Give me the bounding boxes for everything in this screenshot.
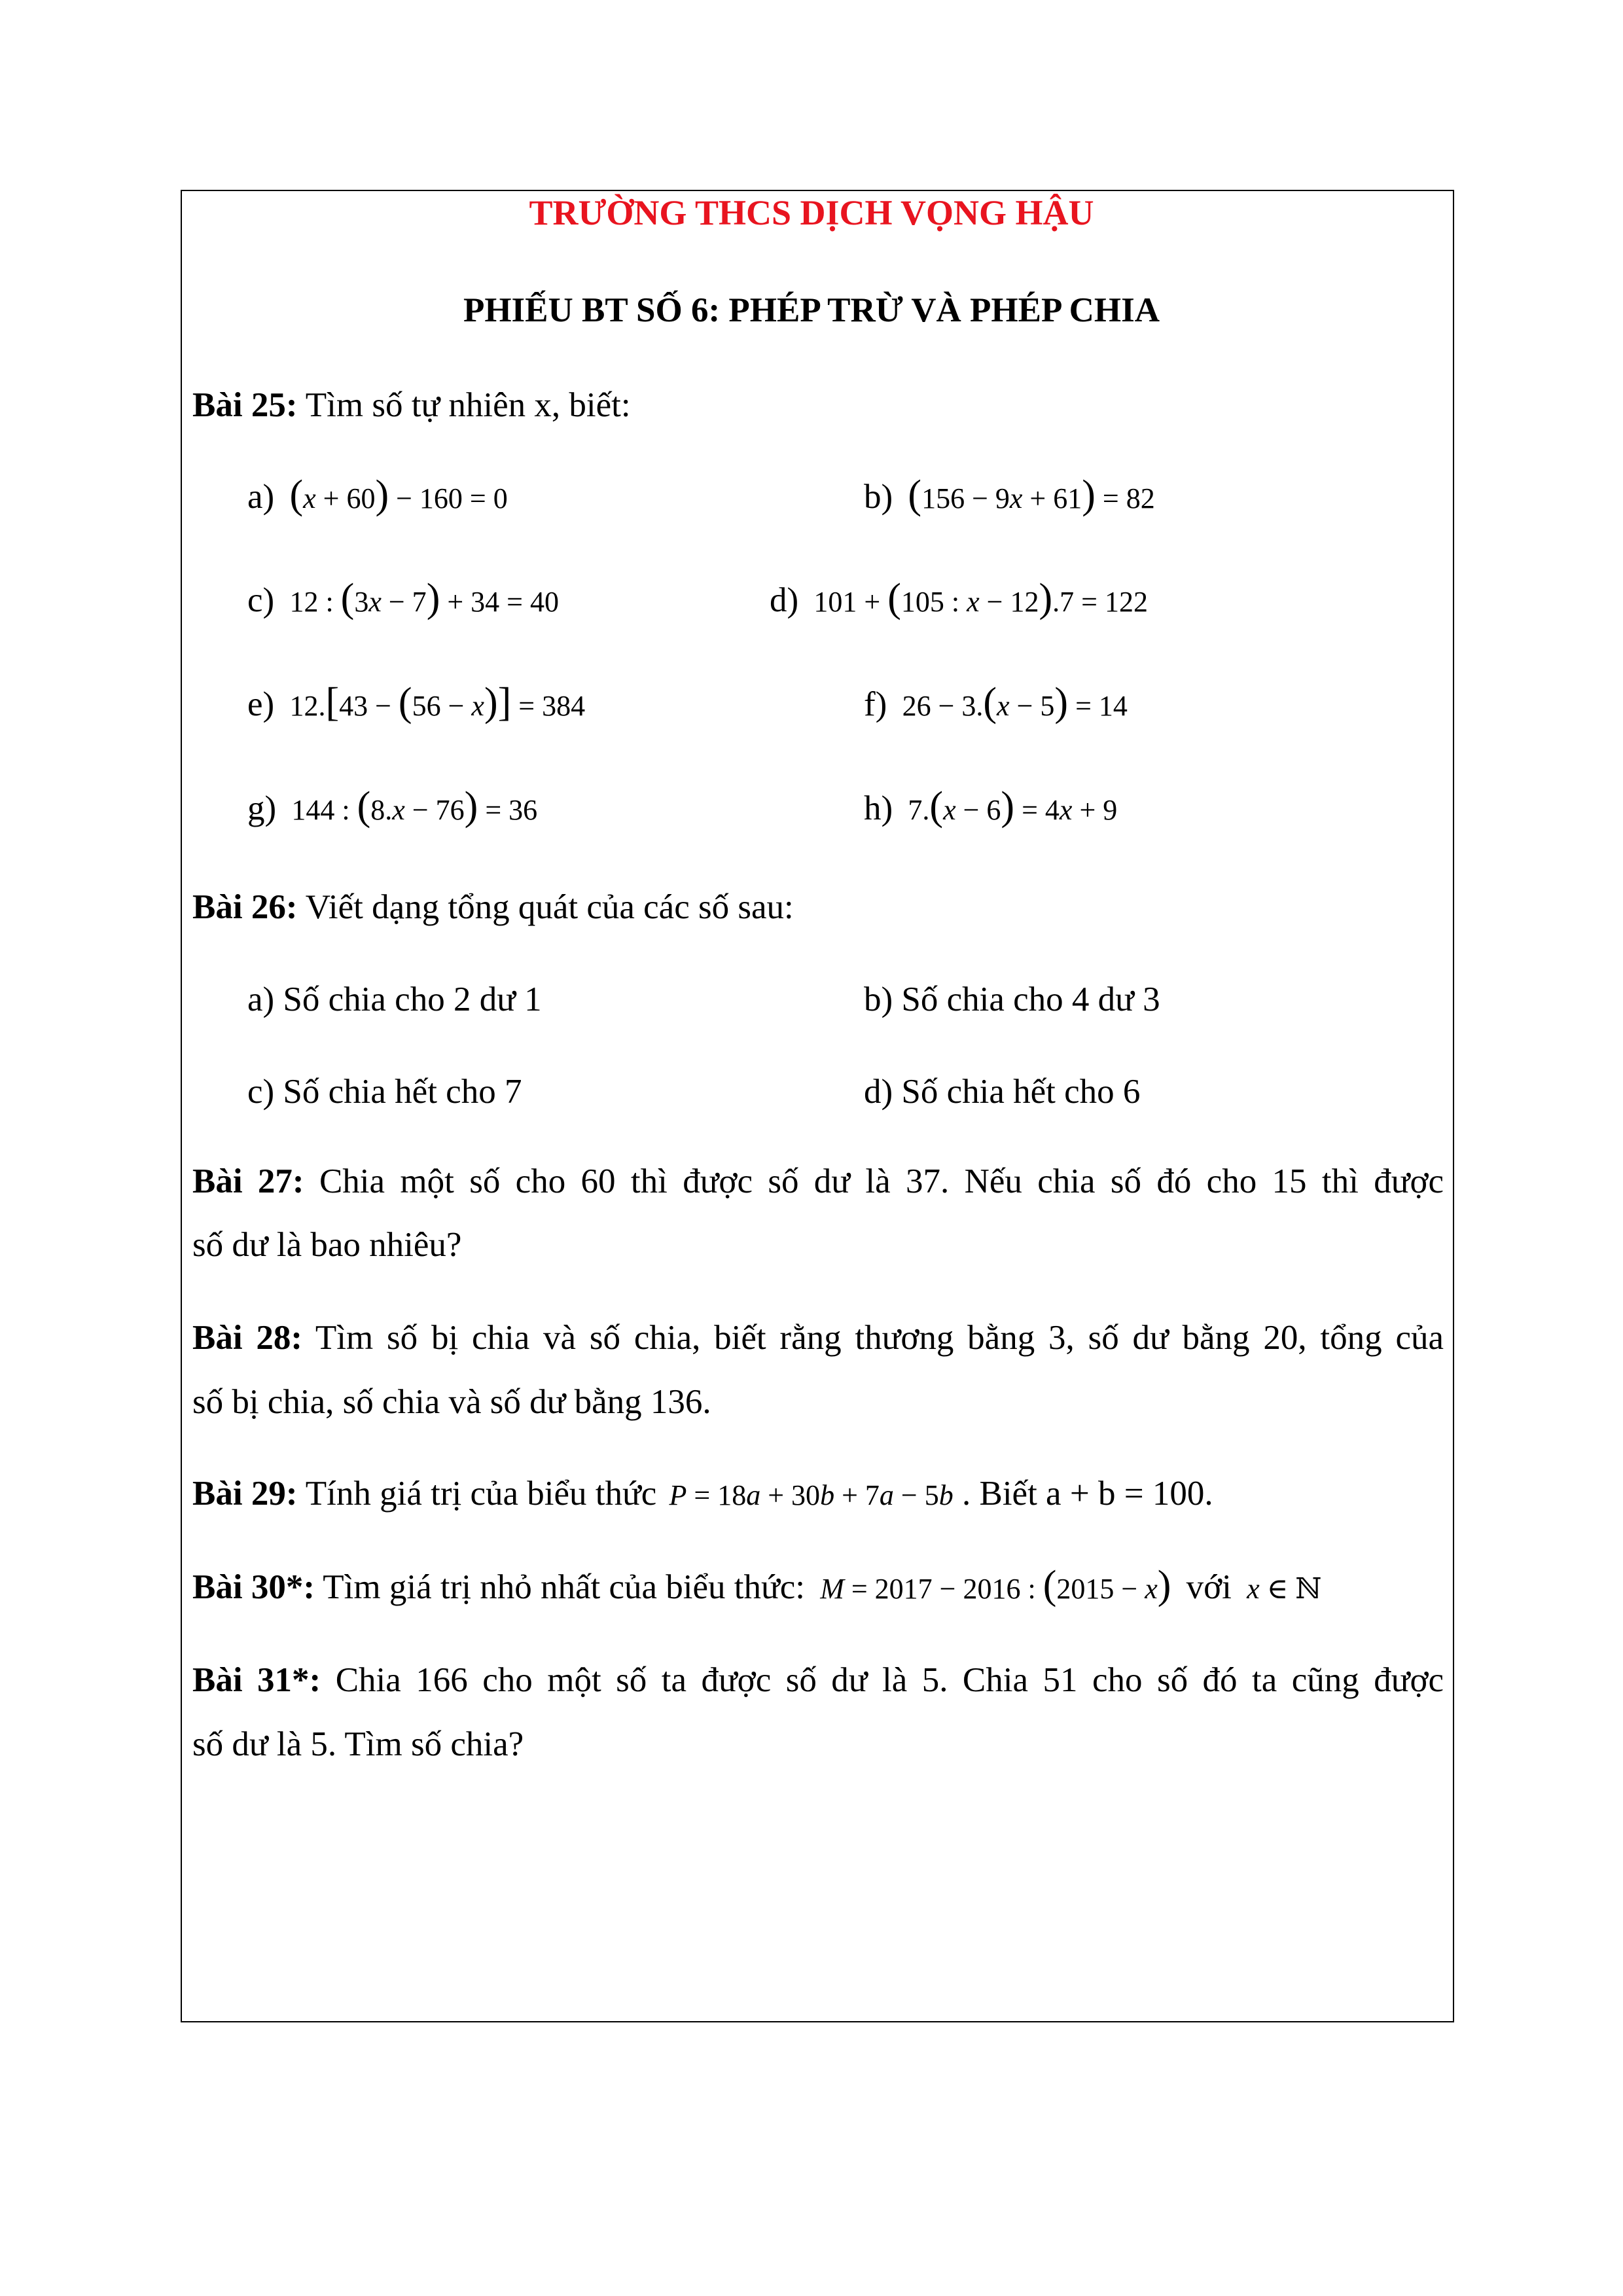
exercise-30-domain: x ∈ ℕ	[1247, 1573, 1322, 1605]
eq-h-label: h)	[864, 789, 893, 827]
exercise-26-heading	[192, 886, 794, 928]
exercise-28-text: Tìm số bị chia và số chia, biết rằng thương bằng 3, số dư bằng 20, tổng của	[315, 1319, 1444, 1357]
eq-d-expression: 101 + (105 : x − 12).7 = 122	[813, 576, 1148, 620]
exercise-26-label: Bài 26:	[192, 888, 298, 926]
exercise-27-label: Bài 27:	[192, 1162, 304, 1200]
eq-g-label: g)	[247, 789, 277, 827]
exercise-26-item-d: d) Số chia hết cho 6	[864, 1073, 1141, 1111]
exercise-30-expression: M = 2017 − 2016 : (2015 − x)	[820, 1563, 1171, 1607]
exercise-27-line2: số dư là bao nhiêu?	[192, 1226, 462, 1264]
eq-e	[247, 681, 585, 727]
exercise-28-line1	[192, 1317, 1444, 1359]
exercise-29-tail: . Biết a + b = 100.	[961, 1475, 1213, 1513]
exercise-30	[192, 1564, 1321, 1610]
school-name: TRƯỜNG THCS DỊCH VỌNG HẬU	[529, 193, 1094, 232]
exercise-25-heading	[192, 384, 631, 426]
exercise-29-text: Tính giá trị của biểu thức	[305, 1475, 657, 1513]
eq-c-expression: 12 : (3x − 7) + 34 = 40	[289, 576, 559, 620]
exercise-26-item-b: b) Số chia cho 4 dư 3	[864, 980, 1160, 1018]
eq-h-expression: 7.(x − 6) = 4x + 9	[908, 784, 1118, 829]
eq-e-expression: 12.[43 − (56 − x)] = 384	[289, 680, 586, 725]
eq-b-expression: (156 − 9x + 61) = 82	[908, 473, 1155, 517]
exercise-30-text: Tìm giá trị nhỏ nhất của biểu thức:	[323, 1568, 805, 1606]
eq-d-label: d)	[770, 581, 799, 619]
exercise-28-label: Bài 28:	[192, 1319, 303, 1357]
exercise-29-label: Bài 29:	[192, 1475, 298, 1513]
eq-b	[864, 474, 1155, 520]
eq-c	[247, 577, 559, 623]
eq-b-label: b)	[864, 478, 893, 516]
exercise-31-line2: số dư là 5. Tìm số chia?	[192, 1725, 524, 1763]
exercise-30-label: Bài 30*:	[192, 1568, 315, 1606]
eq-h	[864, 785, 1117, 831]
eq-e-label: e)	[247, 685, 275, 723]
exercise-27-text: Chia một số cho 60 thì được số dư là 37. Nếu chia số đó cho 15 thì được	[319, 1162, 1444, 1200]
exercise-31-label: Bài 31*:	[192, 1661, 321, 1699]
exercise-30-with: với	[1186, 1568, 1232, 1606]
exercise-29-expression: P = 18a + 30b + 7a − 5b	[669, 1479, 954, 1511]
eq-d	[770, 577, 1148, 623]
eq-f	[864, 681, 1128, 727]
exercise-29	[192, 1473, 1213, 1516]
exercise-27-line1	[192, 1160, 1444, 1202]
eq-c-label: c)	[247, 581, 275, 619]
exercise-26-text: Viết dạng tổng quát của các số sau:	[305, 888, 794, 926]
exercise-26-item-a: a) Số chia cho 2 dư 1	[247, 980, 542, 1018]
exercise-25-label: Bài 25:	[192, 386, 298, 424]
eq-a-label: a)	[247, 478, 275, 516]
eq-f-label: f)	[864, 685, 887, 723]
eq-f-expression: 26 − 3.(x − 5) = 14	[902, 680, 1128, 725]
exercise-26-item-c: c) Số chia hết cho 7	[247, 1073, 522, 1111]
sheet-title: PHIẾU BT SỐ 6: PHÉP TRỪ VÀ PHÉP CHIA	[463, 291, 1160, 329]
eq-g-expression: 144 : (8.x − 76) = 36	[291, 784, 538, 829]
exercise-25-text: Tìm số tự nhiên x, biết:	[305, 386, 631, 424]
exercise-28-line2: số bị chia, số chia và số dư bằng 136.	[192, 1383, 711, 1421]
eq-a	[247, 474, 508, 520]
eq-g	[247, 785, 537, 831]
exercise-31-line1	[192, 1659, 1444, 1701]
exercise-31-text: Chia 166 cho một số ta được số dư là 5. Chia 51 cho số đó ta cũng được	[335, 1661, 1444, 1699]
eq-a-expression: (x + 60) − 160 = 0	[289, 473, 508, 517]
